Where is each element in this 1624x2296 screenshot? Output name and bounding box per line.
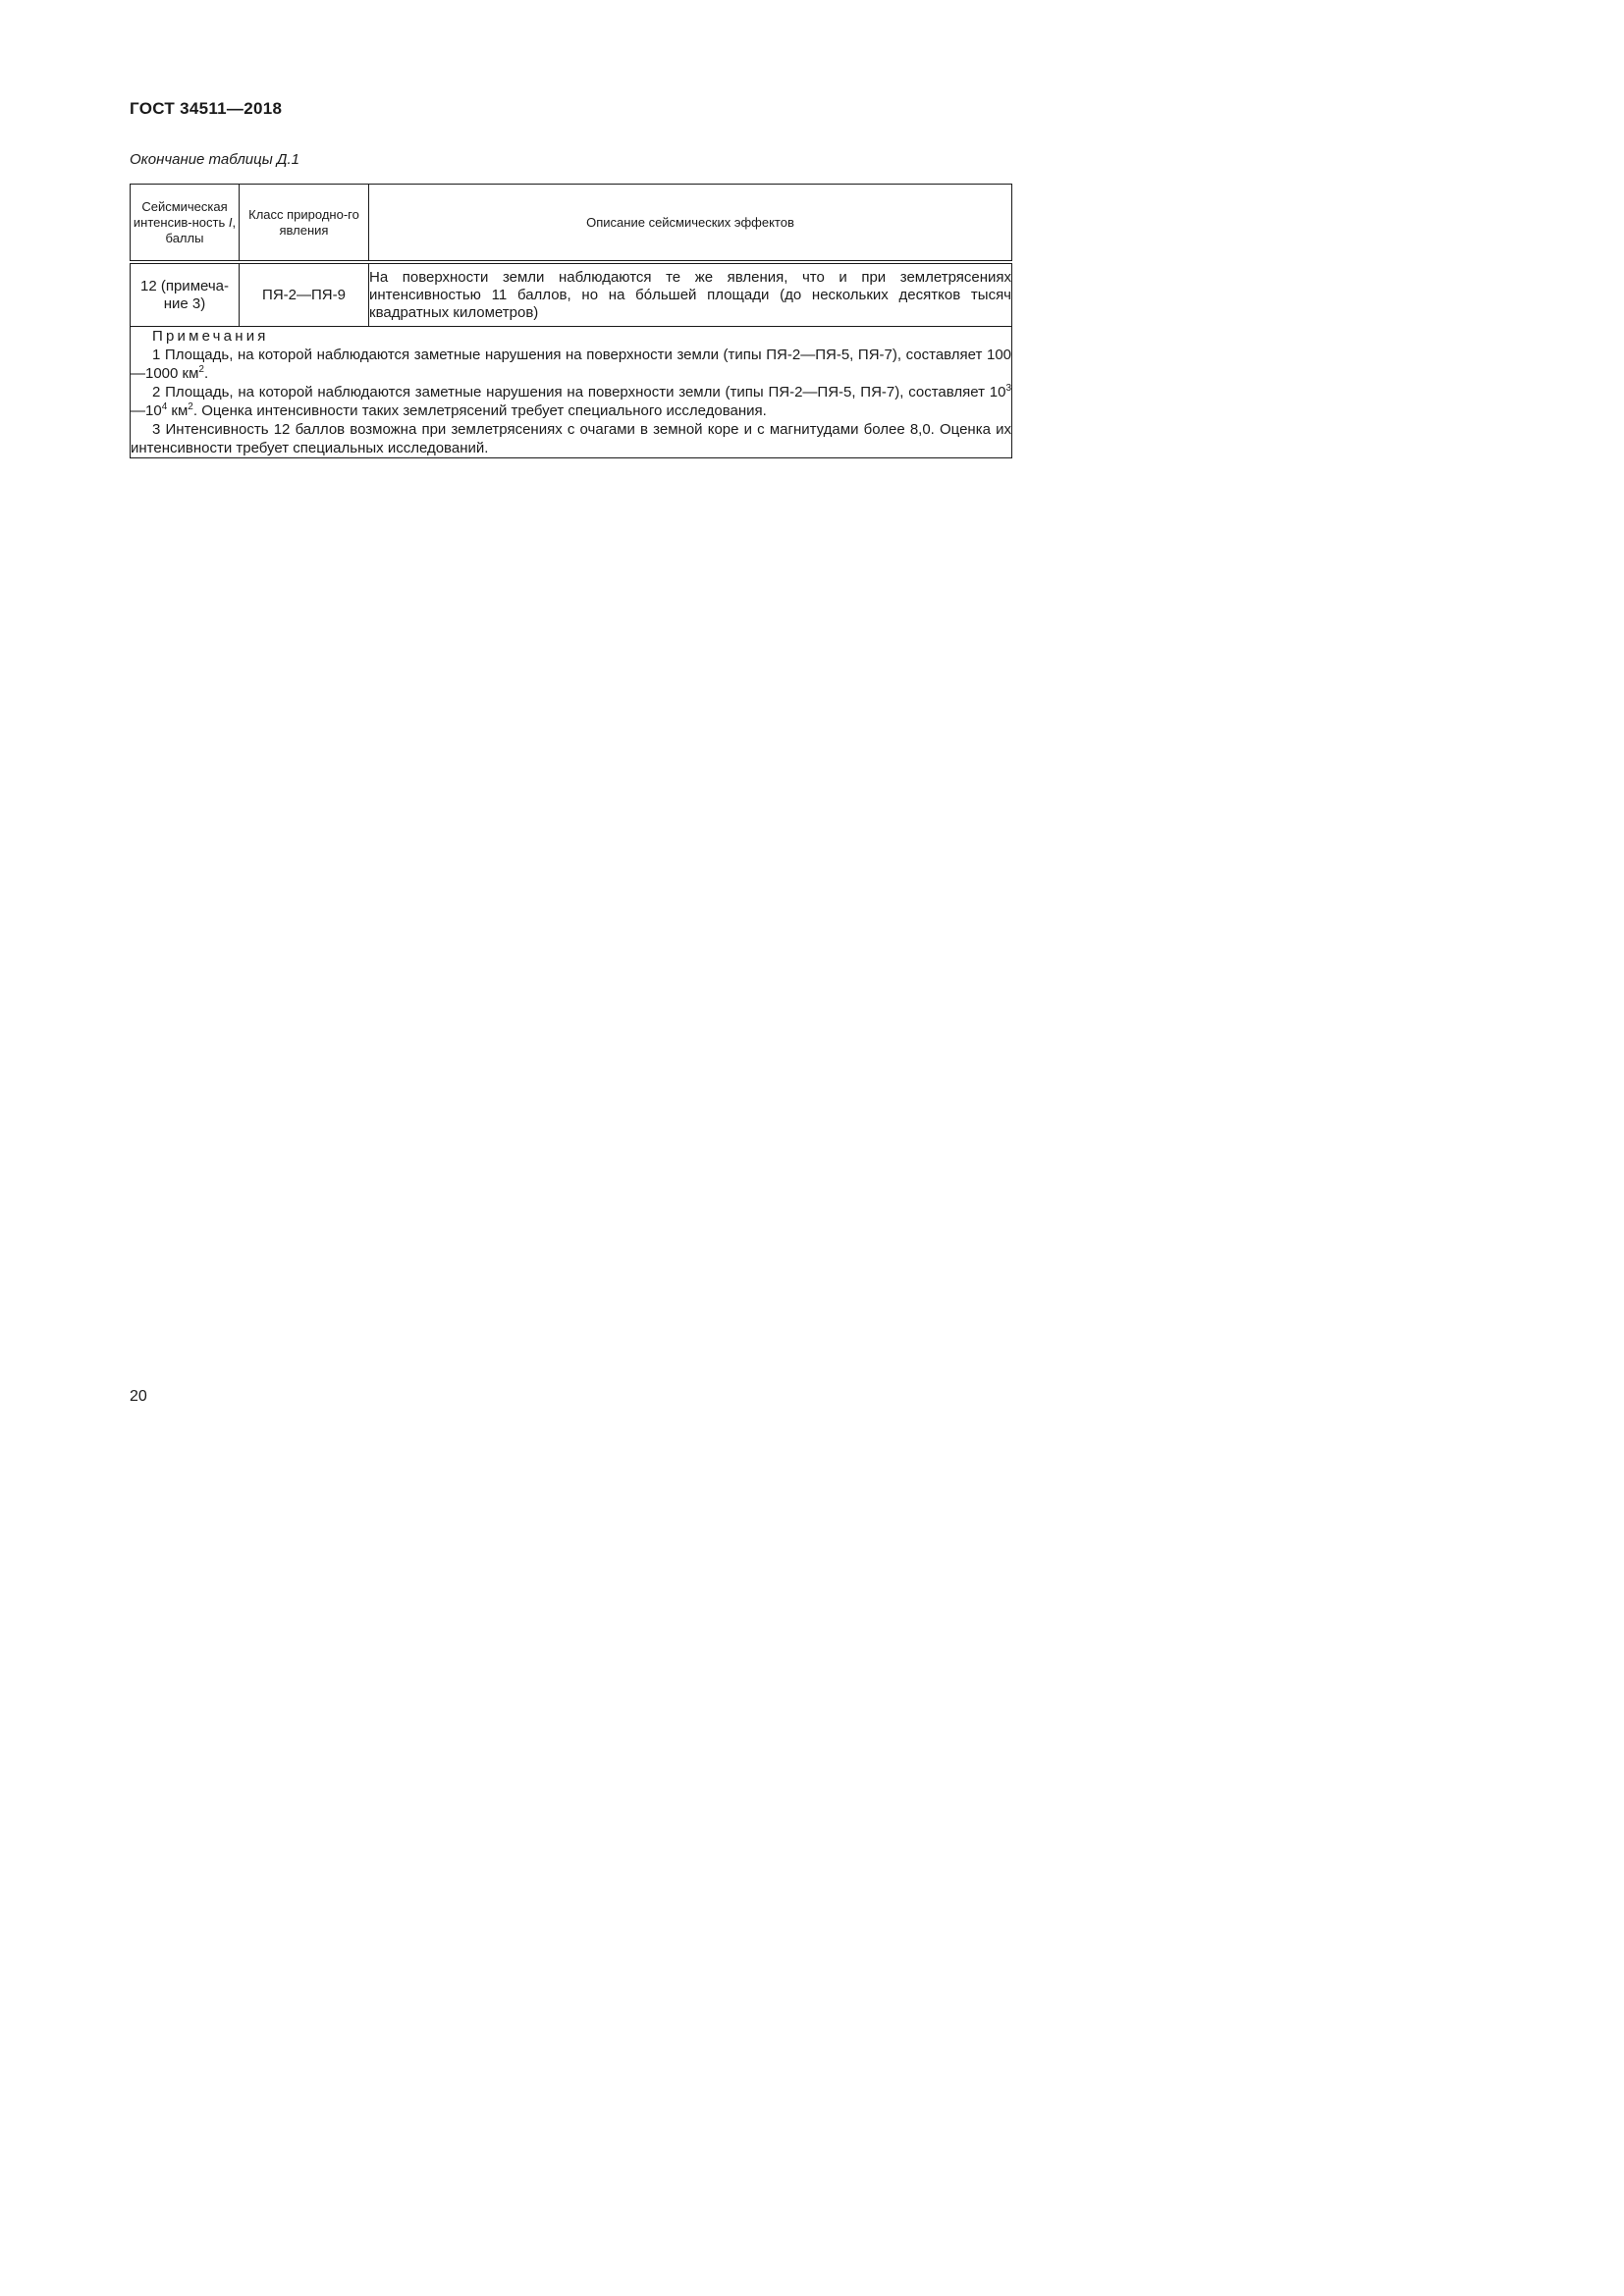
- column-header-intensity-text: Сейсмическая интенсив-ность: [133, 198, 229, 230]
- note-2: [131, 383, 1011, 420]
- note-3: 3 Интенсивность 12 баллов возможна при землетрясениях с очагами в земной коре и с магнитудами более 8,0. Оценка их интенсивности требует специальных исследований.: [131, 421, 1011, 456]
- note-1-end: .: [203, 365, 209, 382]
- note-2-superscript-b: 4: [161, 401, 168, 412]
- note-2-superscript-c: 2: [188, 401, 193, 412]
- column-header-description: Описание сейсмических эффектов: [369, 185, 1012, 263]
- table-header-row: [131, 185, 1012, 263]
- column-header-intensity-unit: , баллы: [165, 214, 237, 245]
- note-2-text-c: км: [167, 402, 189, 419]
- column-header-class: Класс природно-го явления: [240, 185, 369, 263]
- note-2-text-d: . Оценка интенсивности таких землетрясений требует специального исследования.: [192, 402, 767, 419]
- cell-class: ПЯ-2—ПЯ-9: [240, 262, 369, 327]
- cell-description: На поверхности земли наблюдаются те же явления, что и при землетрясениях интенсивностью 11 баллов, но на бóльшей площади (до нескольких десятков тысяч квадратных километров): [369, 262, 1012, 327]
- note-1-text: 1 Площадь, на которой наблюдаются заметные нарушения на поверхности земли (типы ПЯ-2—ПЯ-5, ПЯ-7), составляет 100—1000 км: [131, 347, 1011, 382]
- note-2-superscript-a: 3: [1005, 383, 1011, 394]
- notes-cell: [131, 327, 1012, 458]
- note-2-text-a: 2 Площадь, на которой наблюдаются заметные нарушения на поверхности земли (типы ПЯ-2—ПЯ-5, ПЯ-7), составляет 10: [152, 384, 1006, 400]
- cell-intensity: 12 (примеча-ние 3): [131, 262, 240, 327]
- table-caption: Окончание таблицы Д.1: [130, 151, 299, 168]
- note-1-superscript: 2: [198, 364, 204, 375]
- note-2-text-b: —10: [131, 402, 162, 419]
- document-header: ГОСТ 34511—2018: [130, 99, 283, 118]
- notes-title: Примечания: [152, 328, 269, 345]
- intensity-symbol: I: [228, 214, 233, 230]
- page-number: 20: [130, 1388, 147, 1405]
- table-row: [131, 262, 1012, 327]
- note-1: [131, 346, 1011, 383]
- notes-row: [131, 327, 1012, 458]
- seismic-effects-table: [130, 184, 1012, 458]
- column-header-intensity: [131, 185, 240, 263]
